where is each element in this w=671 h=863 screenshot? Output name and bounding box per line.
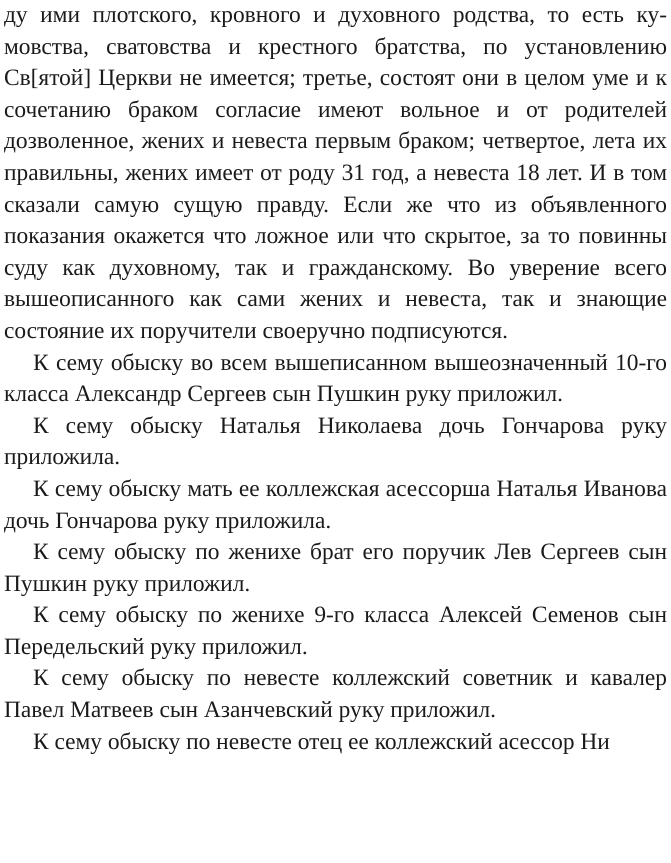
paragraph-bride-guarantor-signature: К сему обыску по невесте коллежский советник и кавалер Павел Матвеев сын Азанчевский руку приложил. — [4, 665, 667, 724]
paragraph-bride-mother-signature: К сему обыску мать ее коллежская асессорша Наталья Иванова дочь Гончарова руку приложила. — [4, 475, 667, 534]
paragraph-groom-guarantor-signature: К сему обыску по женихе 9-го класса Алексей Семенов сын Передельский руку приложил. — [4, 602, 667, 660]
paragraph-groom-signature: К сему обыску во всем вышеписанном вышеозначенный 10-го класса Александр Сергеев сын Пушкин руку приложил. — [4, 349, 667, 408]
paragraph-groom-brother-signature: К сему обыску по женихе брат его поручик Лев Сергеев сын Пушкин руку приложил. — [4, 539, 667, 597]
document-page — [4, 0, 667, 758]
paragraph-bride-signature: К сему обыску Наталья Николаева дочь Гончарова руку приложила. — [4, 412, 667, 471]
paragraph-continuation: ду ими плотского, кровного и духовного родства, то есть кумовства, сватовства и крестного братства, по установлению Св[ятой] Церкви не имеется; третье, состоят они в целом уме и к сочетанию браком согласие имеют вольное и от родителей дозволенное, жених и невеста первым браком; четвертое, лета их правильны, жених имеет от роду 31 год, а невеста 18 лет. И в том сказали самую сущую правду. Если же что из объявленного показания окажется что ложное или что скрытое, за то повинны суду как духовному, так и гражданскому. Во уверение всего вышеописанного как сами жених и невеста, так и знающие состояние их поручители своеручно подписуются. — [4, 2, 667, 344]
paragraph-bride-father-signature: К сему обыску по невесте отец ее коллежский асессор Ни — [33, 728, 610, 755]
